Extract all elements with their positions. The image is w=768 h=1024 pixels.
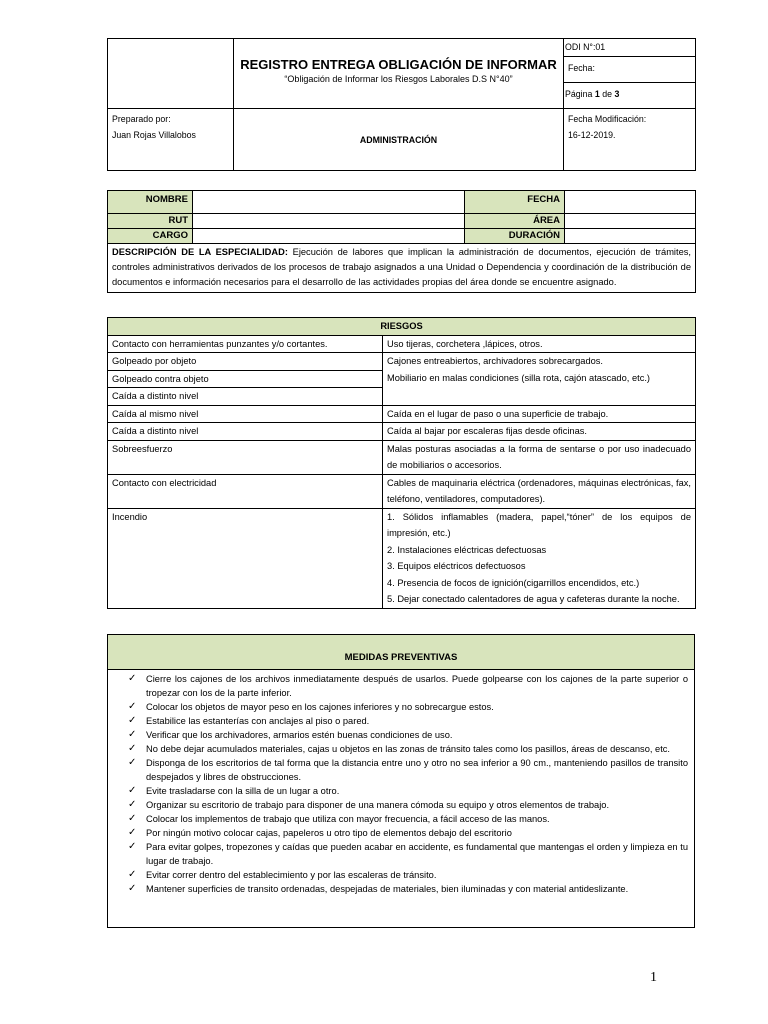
date-input[interactable]	[565, 191, 696, 214]
list-item: ✓ Estabilice las estanterías con anclajes al piso o pared.	[128, 715, 370, 726]
list-item: ✓ Cierre los cajones de los archivos inmediatamente después de usarlos. Puede golpearse con los cajones de la parte superior o tropezar con los de la parte inferior.	[128, 673, 688, 698]
risk-name: Incendio	[108, 508, 383, 608]
risk-description: Malas posturas asociadas a la forma de sentarse o por uso inadecuado de mobiliarios o accesorios.	[383, 440, 696, 474]
checkmark-icon: ✓	[128, 883, 137, 894]
list-item: ✓ No debe dejar acumulados materiales, cajas u objetos en las zonas de tránsito tales como los pasillos, áreas de descanso, etc.	[128, 743, 671, 754]
preventive-measures	[107, 634, 695, 928]
risk-description: Cajones entreabiertos, archivadores sobrecargados.	[383, 353, 696, 371]
checkmark-icon: ✓	[128, 785, 137, 796]
date-label: FECHA	[465, 191, 565, 214]
checkmark-icon: ✓	[128, 841, 137, 852]
duration-field[interactable]	[565, 229, 696, 244]
risk-name: Golpeado contra objeto	[108, 370, 383, 388]
prepared-by: Preparado por: Juan Rojas Villalobos	[108, 109, 234, 171]
duration-label: DURACIÓN	[465, 229, 565, 244]
logo-cell	[108, 39, 234, 109]
risk-name: Caída a distinto nivel	[108, 423, 383, 441]
list-item: 5. Dejar conectado calentadores de agua y cafeteras durante la noche.	[387, 594, 680, 604]
modification-date: Fecha Modificación: 16-12-2019.	[564, 109, 696, 171]
rut-label: RUT	[108, 214, 193, 229]
risk-name: Sobreesfuerzo	[108, 440, 383, 474]
page-number: 1	[650, 970, 657, 985]
list-item: ✓ Organizar su escritorio de trabajo para disponer de una manera cómoda su equipo y otros elementos de trabajo.	[128, 799, 610, 810]
table-row	[108, 335, 696, 353]
list-item: ✓ Mantener superficies de transito ordenadas, despejadas de materiales, bien iluminadas y con material antideslizante.	[128, 883, 629, 894]
area-field[interactable]	[565, 214, 696, 229]
list-item: ✓ Evitar correr dentro del establecimiento y por las escaleras de tránsito.	[128, 869, 437, 880]
document-subtitle: “Obligación de Informar los Riesgos Laborales D.S N°40”	[284, 74, 513, 84]
list-item: ✓ Disponga de los escritorios de tal forma que la distancia entre uno y otro no sea inferior a 90 cm., manteniendo pasillos de transito despejados y libres de obstrucciones.	[128, 757, 688, 782]
risk-description: Mobiliario en malas condiciones (silla rota, cajón atascado, etc.)	[383, 370, 696, 405]
worker-info-table	[107, 190, 696, 293]
measures-list	[108, 670, 694, 896]
risk-description: Caída en el lugar de paso o una superficie de trabajo.	[383, 405, 696, 423]
table-row	[108, 508, 696, 608]
risks-table	[107, 317, 696, 609]
department-title: ADMINISTRACIÓN	[234, 109, 564, 171]
checkmark-icon: ✓	[128, 799, 137, 810]
page-indicator: Página 1 de 3	[564, 83, 696, 109]
risk-description: Caída al bajar por escaleras fijas desde oficinas.	[383, 423, 696, 441]
odi-number: ODI N°:01	[564, 39, 696, 57]
list-item: ✓ Para evitar golpes, tropezones y caídas que pueden acabar en accidente, es fundamental que mantengas el orden y limpieza en tu lugar de trabajo.	[128, 841, 688, 866]
checkmark-icon: ✓	[128, 757, 137, 768]
table-row	[108, 353, 696, 371]
checkmark-icon: ✓	[128, 743, 137, 754]
rut-field[interactable]	[193, 214, 465, 229]
checkmark-icon: ✓	[128, 869, 137, 880]
risk-name: Contacto con herramientas punzantes y/o cortantes.	[108, 335, 383, 353]
risk-name: Contacto con electricidad	[108, 474, 383, 508]
table-row	[108, 423, 696, 441]
position-label: CARGO	[108, 229, 193, 244]
document-header	[107, 38, 696, 171]
area-label: ÁREA	[465, 214, 565, 229]
measures-title: MEDIDAS PREVENTIVAS	[108, 635, 694, 670]
list-item: ✓ Evite trasladarse con la silla de un lugar a otro.	[128, 785, 340, 796]
risks-title: RIESGOS	[108, 318, 696, 336]
list-item: 1. Sólidos inflamables (madera, papel,“tóner” de los equipos de impresión, etc.)	[387, 511, 691, 538]
name-field[interactable]	[193, 191, 465, 214]
checkmark-icon: ✓	[128, 729, 137, 740]
risk-description: Cables de maquinaria eléctrica (ordenadores, máquinas electrónicas, fax, teléfono, ventiladores, computadores).	[383, 474, 696, 508]
checkmark-icon: ✓	[128, 827, 137, 838]
risk-description	[383, 508, 696, 608]
list-item: 4. Presencia de focos de ignición(cigarrillos encendidos, etc.)	[387, 577, 640, 588]
list-item: ✓ Colocar los implementos de trabajo que utiliza con mayor frecuencia, a fácil acceso de las manos.	[128, 813, 550, 824]
risk-description: Uso tijeras, corchetera ,lápices, otros.	[383, 335, 696, 353]
checkmark-icon: ✓	[128, 701, 137, 712]
position-field[interactable]	[193, 229, 465, 244]
risk-name: Caída al mismo nivel	[108, 405, 383, 423]
checkmark-icon: ✓	[128, 715, 137, 726]
document-title: REGISTRO ENTREGA OBLIGACIÓN DE INFORMAR	[240, 57, 557, 72]
checkmark-icon: ✓	[128, 673, 137, 684]
list-item: ✓ Verificar que los archivadores, armarios estén buenas condiciones de uso.	[128, 729, 453, 740]
table-row	[108, 440, 696, 474]
name-label: NOMBRE	[108, 191, 193, 214]
list-item: 2. Instalaciones eléctricas defectuosas	[387, 544, 547, 555]
specialty-description: DESCRIPCIÓN DE LA ESPECIALIDAD: Ejecución de labores que implican la administración de documentos, ejecución de trámites, controles administrativos derivados de los procesos de trabajo asignados a una Unidad o Dependencia y coordinación de la distribución de documentos e información necesarios para el desarrollo de las actividades propias del área donde se encuentre asignado.	[108, 244, 696, 293]
table-row	[108, 405, 696, 423]
list-item: ✓ Por ningún motivo colocar cajas, papeleros u otro tipo de elementos debajo del escritorio	[128, 827, 512, 838]
table-row	[108, 370, 696, 388]
list-item: ✓ Colocar los objetos de mayor peso en los cajones inferiores y no sobrecargue estos.	[128, 701, 494, 712]
list-item: 3. Equipos eléctricos defectuosos	[387, 561, 526, 571]
header-title-cell	[234, 39, 564, 109]
risk-name: Golpeado por objeto	[108, 353, 383, 371]
date-field: Fecha:	[564, 57, 696, 83]
table-row	[108, 474, 696, 508]
checkmark-icon: ✓	[128, 813, 137, 824]
risk-name: Caída a distinto nivel	[108, 388, 383, 406]
